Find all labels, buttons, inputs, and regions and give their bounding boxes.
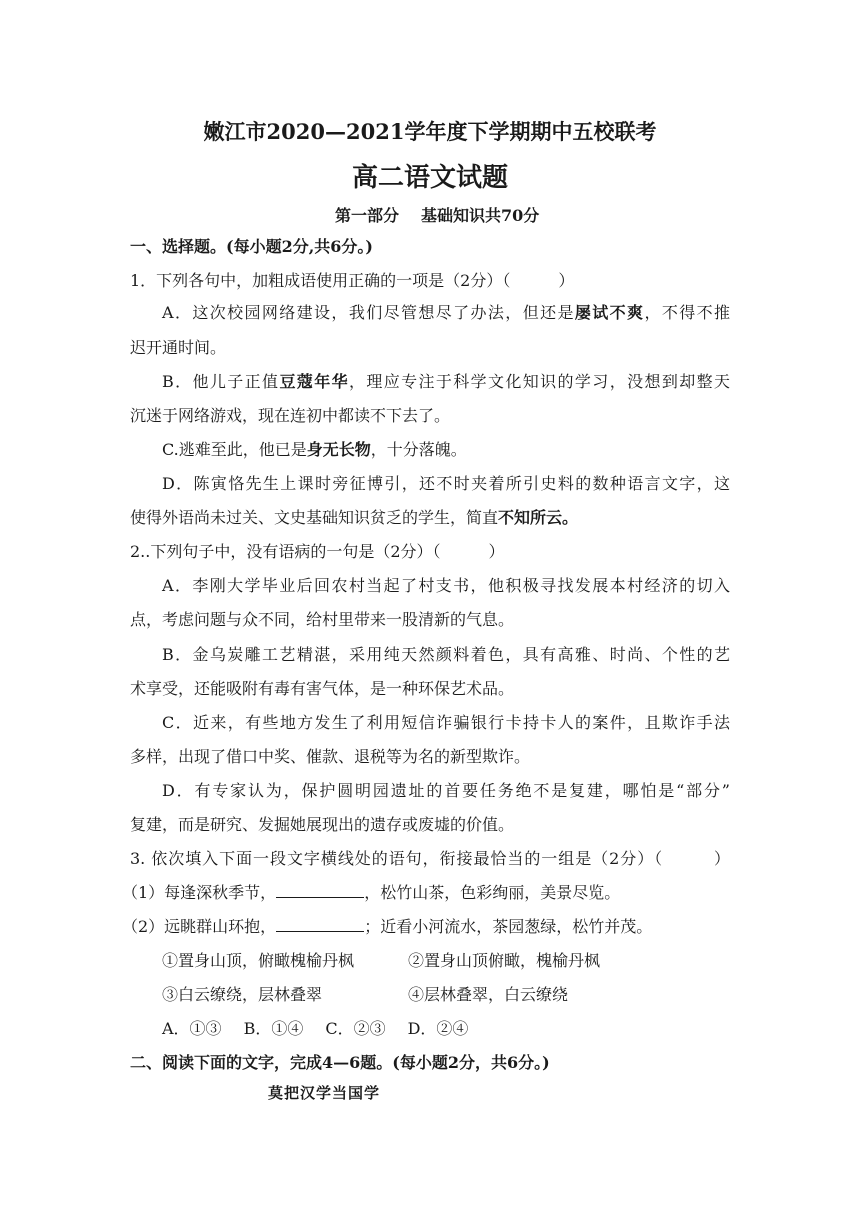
q1-option-d-line1: D．陈寅恪先生上课时旁征博引，还不时夹着所引史料的数种语言文字，这	[162, 474, 730, 493]
q3-answer-c: C．②③	[325, 1019, 386, 1038]
q1-a-idiom: 屡试不爽	[574, 303, 645, 322]
q2-option-c-line2: 多样，出现了借口中奖、催款、退税等为名的新型欺诈。	[130, 747, 531, 766]
exam-subject-title: 高二语文试题	[351, 163, 508, 193]
q3-blank-2	[276, 917, 364, 932]
part-name: 第一部分	[335, 206, 400, 225]
q3-sentence-1: （1）每逢深秋季节， ，松竹山茶，色彩绚丽，美景尽览。	[122, 883, 621, 902]
q1-option-c: C.逃难至此，他已是身无长物，十分落魄。	[162, 440, 467, 459]
q2-option-a-line2: 点，考虑问题与众不同，给村里带来一股清新的气息。	[130, 610, 515, 629]
q3-answer-b: B．①④	[243, 1019, 304, 1038]
q3-choice-1: ①置身山顶，俯瞰槐榆丹枫	[162, 951, 355, 970]
q3-stem: 3. 依次填入下面一段文字横线处的语句，衔接最恰当的一组是（2分）（ ）	[130, 849, 730, 868]
q2-option-d-line1: D．有专家认为，保护圆明园遗址的首要任务绝不是复建，哪怕是“部分”	[162, 781, 730, 800]
q1-option-a-line1: A．这次校园网络建设，我们尽管想尽了办法，但还是屡试不爽，不得不推	[162, 303, 730, 322]
part-description: 基础知识共70分	[421, 206, 540, 225]
q1-option-b-line1: B．他儿子正值豆蔻年华，理应专注于科学文化知识的学习，没想到却整天	[162, 372, 730, 391]
q2-option-a-line1: A．李刚大学毕业后回农村当起了村支书，他积极寻找发展本村经济的切入	[162, 576, 730, 595]
q3-answers	[162, 1018, 468, 1040]
q1-option-b-line2: 沉迷于网络游戏，现在连初中都读不下去了。	[130, 406, 451, 425]
part-heading	[335, 203, 539, 226]
exam-title: 嫩江市2020—2021学年度下学期期中五校联考	[203, 119, 657, 144]
q3-choice-3: ③白云缭绕，层林叠翠	[162, 985, 323, 1004]
q3-choice-4: ④层林叠翠，白云缭绕	[408, 985, 569, 1004]
q3-blank-1	[276, 883, 364, 898]
q1-stem: 1．下列各句中，加粗成语使用正确的一项是（2分）（ ）	[130, 271, 575, 290]
q2-option-b-line2: 术享受，还能吸附有毒有害气体，是一种环保艺术品。	[130, 679, 515, 698]
q3-answer-d: D．②④	[407, 1019, 469, 1038]
q2-option-b-line1: B．金乌炭雕工艺精湛，采用纯天然颜料着色，具有高雅、时尚、个性的艺	[162, 645, 730, 664]
q2-option-c-line1: C．近来，有些地方发生了利用短信诈骗银行卡持卡人的案件，且欺诈手法	[162, 713, 730, 732]
q2-option-d-line2: 复建，而是研究、发掘她展现出的遗存或废墟的价值。	[130, 815, 515, 834]
q1-b-idiom: 豆蔻年华	[279, 372, 349, 391]
q3-answer-a: A．①③	[162, 1019, 222, 1038]
section2-heading: 二、阅读下面的文字，完成4—6题。(每小题2分，共6分。)	[130, 1053, 550, 1072]
q3-choice-2: ②置身山顶俯瞰，槐榆丹枫	[408, 951, 601, 970]
q1-d-idiom: 不知所云。	[498, 508, 579, 527]
q1-c-idiom: 身无长物	[306, 440, 371, 459]
q1-option-a-line2: 迟开通时间。	[130, 338, 227, 357]
article-title: 莫把汉学当国学	[268, 1084, 381, 1102]
q2-stem: 2..下列句子中，没有语病的一句是（2分）（ ）	[130, 542, 505, 561]
q1-option-d-line2: 使得外语尚未过关、文史基础知识贫乏的学生，简直不知所云。	[130, 508, 579, 527]
q3-sentence-2: （2）远眺群山环抱， ；近看小河流水，茶园葱绿，松竹并茂。	[122, 917, 653, 936]
section1-heading: 一、选择题。(每小题2分,共6分。)	[130, 237, 373, 256]
